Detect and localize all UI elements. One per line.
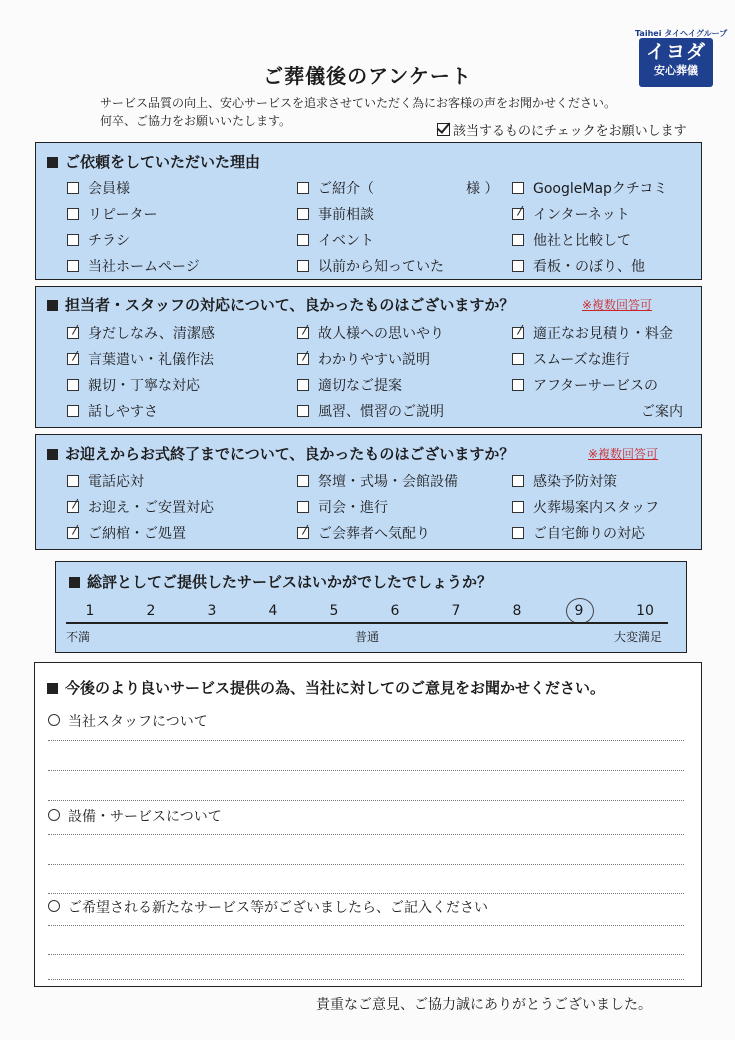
checkbox[interactable] [512, 527, 524, 539]
rating-7[interactable]: 7 [451, 603, 461, 619]
question-facility: 設備・サービスについて [48, 806, 222, 826]
section-title: ご依頼をしていただいた理由 [47, 151, 260, 172]
checkbox-checked[interactable] [67, 353, 79, 365]
checkbox-checked[interactable] [67, 527, 79, 539]
checkbox[interactable] [297, 379, 309, 391]
checkbox[interactable] [297, 208, 309, 220]
option-crematorium[interactable]: 火葬場案内スタッフ [512, 497, 659, 517]
intro-line-1: サービス品質の向上、安心サービスを追求させていただく為にお客様の声をお聞かせください。 [100, 96, 617, 110]
circle-bullet-icon [48, 809, 60, 821]
option-manners[interactable]: 言葉遣い・礼儀作法 [67, 349, 214, 369]
option-clear-explanation[interactable]: わかりやすい説明 [297, 349, 430, 369]
checkbox[interactable] [512, 379, 524, 391]
option-known[interactable]: 以前から知っていた [297, 256, 444, 276]
square-bullet-icon [47, 683, 58, 694]
option-easy-talk[interactable]: 話しやすさ [67, 401, 158, 421]
checkbox[interactable] [67, 475, 79, 487]
scale-mid-label: 普通 [355, 630, 380, 644]
option-referral-suffix: 様 ） [466, 181, 499, 197]
scale-low-label: 不満 [66, 630, 91, 644]
option-event[interactable]: イベント [297, 230, 374, 250]
checkbox-checked[interactable] [297, 527, 309, 539]
section-title: 担当者・スタッフの対応について、良かったものはございますか？ [47, 294, 514, 315]
option-referral[interactable]: ご紹介（ [297, 178, 374, 198]
checkbox-checked[interactable] [512, 327, 524, 339]
checkbox[interactable] [297, 405, 309, 417]
rating-3[interactable]: 3 [207, 603, 217, 619]
check-instruction-text: 該当するものにチェックをお願いします [453, 124, 687, 139]
checkbox[interactable] [512, 353, 524, 365]
option-internet[interactable]: インターネット [512, 204, 630, 224]
checkbox-checked[interactable] [512, 208, 524, 220]
question-staff: 当社スタッフについて [48, 711, 208, 731]
answer-line[interactable] [48, 979, 684, 980]
checkbox[interactable] [297, 501, 309, 513]
closing-message: 貴重なご意見、ご協力誠にありがとうございました。 [316, 997, 652, 1013]
option-phone[interactable]: 電話応対 [67, 471, 144, 491]
checkbox[interactable] [67, 182, 79, 194]
checkbox[interactable] [67, 208, 79, 220]
brand-name: イヨダ [645, 41, 706, 63]
rating-9[interactable]: 9 [574, 603, 584, 619]
multiple-answer-note: ※複数回答可 [582, 298, 653, 312]
checkbox[interactable] [512, 475, 524, 487]
checkbox[interactable] [67, 405, 79, 417]
option-signboard[interactable]: 看板・のぼり、他 [512, 256, 645, 276]
multiple-answer-note: ※複数回答可 [588, 447, 659, 461]
checkbox[interactable] [297, 234, 309, 246]
aftercare-continuation: ご案内 [641, 404, 683, 420]
option-smooth[interactable]: スムーズな進行 [512, 349, 630, 369]
option-infection[interactable]: 感染予防対策 [512, 471, 617, 491]
checkbox-checked[interactable] [297, 327, 309, 339]
scale-high-label: 大変満足 [614, 630, 663, 644]
group-logo-text: Taihei タイヘイグループ [635, 29, 728, 38]
option-pickup[interactable]: お迎え・ご安置対応 [67, 497, 214, 517]
option-mc[interactable]: 司会・進行 [297, 497, 388, 517]
selected-rating-circle [566, 598, 594, 624]
checkbox[interactable] [512, 501, 524, 513]
checkbox[interactable] [297, 182, 309, 194]
option-home-decor[interactable]: ご自宅飾りの対応 [512, 523, 645, 543]
rating-4[interactable]: 4 [268, 603, 278, 619]
option-aftercare[interactable]: アフターサービスの [512, 375, 658, 395]
square-bullet-icon [69, 577, 80, 588]
option-pre-consult[interactable]: 事前相談 [297, 204, 374, 224]
section-title: お迎えからお式終了までについて、良かったものはございますか？ [47, 443, 514, 464]
answer-line[interactable] [48, 925, 684, 926]
page-title: ご葬儀後のアンケート [263, 64, 472, 88]
option-homepage[interactable]: 当社ホームページ [67, 256, 200, 276]
answer-line[interactable] [48, 770, 684, 771]
option-fair-price[interactable]: 適正なお見積り・料金 [512, 323, 673, 343]
option-googlemap[interactable]: GoogleMapクチコミ [512, 178, 667, 198]
option-kindness[interactable]: 親切・丁寧な対応 [67, 375, 200, 395]
checkbox-checked[interactable] [67, 327, 79, 339]
rating-6[interactable]: 6 [390, 603, 400, 619]
checkbox-checked[interactable] [67, 501, 79, 513]
checkbox[interactable] [297, 475, 309, 487]
option-flyer[interactable]: チラシ [67, 230, 130, 250]
section-title: 総評としてご提供したサービスはいかがでしたでしょうか？ [69, 571, 492, 592]
checkbox-checked[interactable] [297, 353, 309, 365]
answer-line[interactable] [48, 954, 684, 955]
square-bullet-icon [47, 449, 58, 460]
circle-bullet-icon [48, 900, 60, 912]
rating-2[interactable]: 2 [146, 603, 156, 619]
checkbox[interactable] [512, 234, 524, 246]
checkbox[interactable] [67, 234, 79, 246]
square-bullet-icon [47, 157, 58, 168]
square-bullet-icon [47, 300, 58, 311]
checkbox[interactable] [67, 379, 79, 391]
brand-sub: 安心葬儀 [654, 64, 698, 77]
option-repeater[interactable]: リピーター [67, 204, 157, 224]
answer-line[interactable] [48, 893, 684, 894]
answer-line[interactable] [48, 800, 684, 801]
check-instruction [437, 120, 687, 139]
section-title: 今後のより良いサービス提供の為、当社に対してのご意見をお聞かせください。 [47, 677, 605, 698]
answer-line[interactable] [48, 864, 684, 865]
checkbox[interactable] [67, 260, 79, 272]
answer-line[interactable] [48, 740, 684, 741]
checkmark-icon [437, 123, 450, 136]
checkbox[interactable] [512, 260, 524, 272]
rating-8[interactable]: 8 [512, 603, 522, 619]
rating-1[interactable]: 1 [85, 603, 95, 619]
option-mourners[interactable]: ご会葬者へ気配り [297, 523, 430, 543]
option-member[interactable]: 会員様 [67, 178, 130, 198]
option-appearance[interactable]: 身だしなみ、清潔感 [67, 323, 215, 343]
rating-scale-line [66, 622, 668, 624]
question-new-service: ご希望される新たなサービス等がございましたら、ご記入ください [48, 897, 488, 917]
circle-bullet-icon [48, 714, 60, 726]
option-customs[interactable]: 風習、慣習のご説明 [297, 401, 444, 421]
option-proposal[interactable]: 適切なご提案 [297, 375, 402, 395]
intro-line-2: 何卒、ご協力をお願いいたします。 [100, 114, 292, 128]
rating-5[interactable]: 5 [329, 603, 339, 619]
answer-line[interactable] [48, 834, 684, 835]
option-compassion[interactable]: 故人様への思いやり [297, 323, 444, 343]
checkbox[interactable] [297, 260, 309, 272]
checkbox[interactable] [512, 182, 524, 194]
option-encoffin[interactable]: ご納棺・ご処置 [67, 523, 186, 543]
rating-10[interactable]: 10 [636, 603, 654, 619]
option-facility[interactable]: 祭壇・式場・会館設備 [297, 471, 458, 491]
option-compared[interactable]: 他社と比較して [512, 230, 631, 250]
